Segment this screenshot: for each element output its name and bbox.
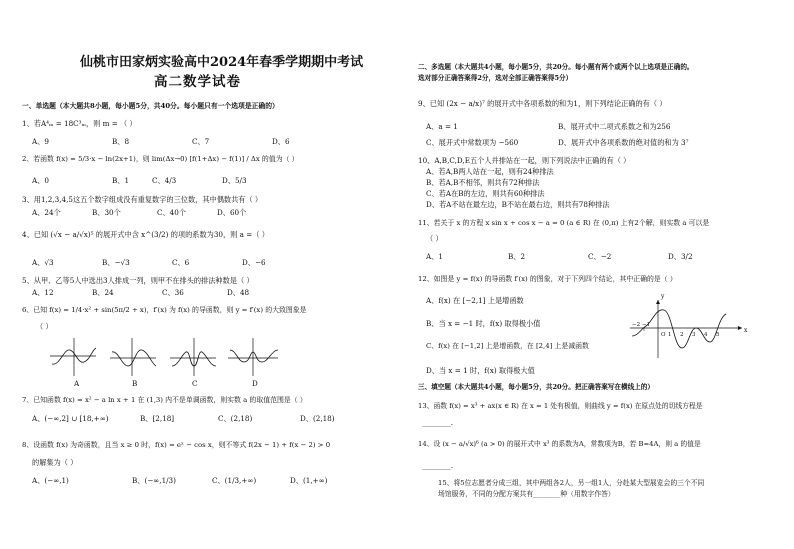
q12-tick-2: 2 [680,332,684,338]
q12-option-b: B、当 x = −1 时，f(x) 取得极小值 [426,319,541,328]
q12-graph-x-label: x [744,327,748,334]
q6-graph-label-a: A [74,379,80,388]
q9-option-a: A、a = 1 [426,122,458,131]
q10-option-a: A、若A,B两人站在一起，则有24种排法 [426,167,554,176]
question-15-cont: 场馆服务，不同的分配方案共有________种（用数字作答） [438,490,615,498]
question-6: 6、已知 f(x) = 1/4·x² + sin(5π/2 + x)，f′(x) 为 f(x) 的导函数，则 y = f′(x) 的大致图象是 [22,306,307,314]
q12-graph-y-label: y [661,293,665,300]
q7-option-c: C、(2,18) [218,414,253,423]
question-8-cont: 的解集为（ ） [32,458,78,467]
q8-option-c: C、(1/3,+∞) [212,476,257,485]
question-8: 8、设函数 f(x) 为奇函数，且当 x ≥ 0 时，f(x) = eˣ − cos x，则不等式 f(2x − 1) + f(x − 2) > 0 [22,441,331,449]
q6-graph-b [110,336,158,376]
q13-blank: ________. [422,418,454,427]
question-9: 9、已知 (2x − a/x)⁷ 的展开式中各项系数的和为1，则下列结论正确的有（ ） [418,99,667,108]
q7-option-a: A、(−∞,2] ∪ [18,+∞) [32,414,109,423]
q5-option-a: A、12 [32,288,54,297]
q9-option-b: B、展开式中二项式系数之和为256 [558,122,671,131]
question-1: 1、若A⁴ₘ = 18C³ₘ，则 m = （ ） [22,119,137,128]
q10-option-b: B、若A,B不相邻，则共有72种排法 [426,178,540,187]
section-heading-multi-choice: 二、多选题（本大题共4小题，每小题5分，共20分。每小题有两个或两个以上选项是正确的。 [418,63,694,71]
question-13: 13、函数 f(x) = x³ + ax(x ∈ R) 在 x = 1 处有极值，则曲线 y = f(x) 在原点处的切线方程是 [418,402,703,410]
question-5: 5、从甲、乙等5人中选出3人排成一列，则甲不在排头的排法种数是（ ） [22,276,254,285]
q4-option-b: B、−√3 [102,258,130,267]
q7-option-d: D、(2,18) [300,414,335,423]
q10-option-c: C、若A在B的左边，则共有60种排法 [426,189,545,198]
question-10: 10、A,B,C,D,E五个人并排站在一起，则下列说法中正确的有（ ） [418,156,631,165]
school-title: 仙桃市田家炳实验高中2024年春季学期期中考试 [80,55,364,70]
q11-option-c: C、−2 [588,252,612,261]
q2-option-c: C、4/3 [152,176,177,185]
q8-option-d: D、(1,+∞) [290,476,328,485]
q2-option-b: B、1 [112,176,130,185]
q8-option-a: A、(−∞,1) [32,476,69,485]
section-heading-single-choice: 一、单选题（本大题共8小题，每小题5分，共40分。每小题只有一个选项是正确的） [22,102,279,110]
q12-option-a: A、f(x) 在 [−2,1] 上是增函数 [426,296,524,305]
q6-graph-label-d: D [252,379,258,388]
q9-option-d: D、展开式中各项系数的绝对值的和为 3⁷ [558,138,689,147]
q6-graph-c [170,336,218,376]
q5-option-b: B、24 [92,288,114,297]
q12-tick-neg2: −2 [632,322,641,328]
question-2: 2、若函数 f(x) = 5/3·x − ln(2x+1)，则 lim(Δx→0) [f(1+Δx) − f(1)] / Δx 的值为（ ） [22,155,299,163]
question-7: 7、已知函数 f(x) = x² − a ln x + 1 在 (1,3) 内不是单调函数，则实数 a 的取值范围是（ ） [22,396,307,404]
q5-option-d: D、48 [227,288,250,297]
q6-paren: （ ） [36,322,53,331]
q12-tick-3: 3 [692,332,696,338]
question-14: 14、设 (x − a/√x)⁶ (a > 0) 的展开式中 x³ 的系数为A，常数项为B，若 B=4A，则 a 的值是 [418,440,701,448]
q4-option-d: D、−6 [242,258,266,267]
q12-tick-4: 4 [704,332,708,338]
q3-option-d: D、60个 [217,208,247,217]
question-3: 3、用1,2,3,4,5这五个数字组成没有重复数字的三位数，其中偶数共有（ ） [22,195,263,204]
question-15: 15、将5位志愿者分成三组，其中两组各2人，另一组1人，分赴某大型展览会的三个不同 [438,479,705,487]
section-heading-fill-blank: 三、填空题（本大题共4小题，每小题5分，共20分。把正确答案写在横线上的） [418,383,654,391]
q1-option-a: A、9 [32,137,49,146]
q6-graph-d [228,336,280,376]
q6-graph-label-b: B [132,379,138,388]
q3-option-c: C、40个 [157,208,187,217]
q11-option-a: A、1 [426,252,443,261]
q6-graph-a [50,336,98,376]
q7-option-b: B、[2,18] [140,414,175,423]
question-12: 12、如图是 y = f(x) 的导函数 f′(x) 的图象，对于下列四个结论，其中正确的是（ ） [418,275,677,283]
q12-tick-neg1: −1 [642,322,651,328]
q12-option-d: D、当 x = 1 时，f(x) 取得极大值 [426,366,535,375]
q6-graph-label-c: C [192,379,198,388]
question-4: 4、已知 (√x − a/√x)⁵ 的展开式中含 x^(3/2) 的项的系数为30，则 a =（ ） [22,230,269,239]
q10-option-d: D、若A不站在最左边，B不站在最右边，则共有78种排法 [426,200,610,209]
q1-option-c: C、7 [192,137,210,146]
q3-option-b: B、30个 [92,208,121,217]
q8-option-b: B、(−∞,1/3) [132,476,176,485]
q12-tick-1: 1 [668,332,672,338]
q14-blank: ________. [422,461,454,470]
q5-option-c: C、36 [162,288,184,297]
q1-option-b: B、8 [112,137,130,146]
q1-option-d: D、6 [272,137,290,146]
q9-option-c: C、展开式中常数项为 −560 [426,138,519,147]
q12-graph-origin: O [661,332,666,338]
q4-option-c: C、6 [172,258,190,267]
exam-title: 高二数学试卷 [154,74,241,90]
q11-paren: （ ） [426,234,443,243]
q11-option-b: B、2 [508,252,526,261]
q3-option-a: A、24个 [32,208,61,217]
q11-option-d: D、3/2 [668,252,693,261]
question-11: 11、若关于 x 的方程 x sin x + cos x − a = 0 (a ∈ R) 在 (0,π) 上有2个解，则实数 a 可以是 [418,219,710,227]
q12-tick-5: 5 [716,332,720,338]
q4-option-a: A、√3 [32,258,54,267]
q2-option-d: D、5/3 [222,176,247,185]
q12-option-c: C、f(x) 在 [−1,2] 上是增函数，在 [2,4] 上是减函数 [426,342,589,350]
section-heading-multi-choice-cont: 选对部分正确答案得2分，选对全部正确答案得5分） [418,74,573,82]
q2-option-a: A、0 [32,176,49,185]
